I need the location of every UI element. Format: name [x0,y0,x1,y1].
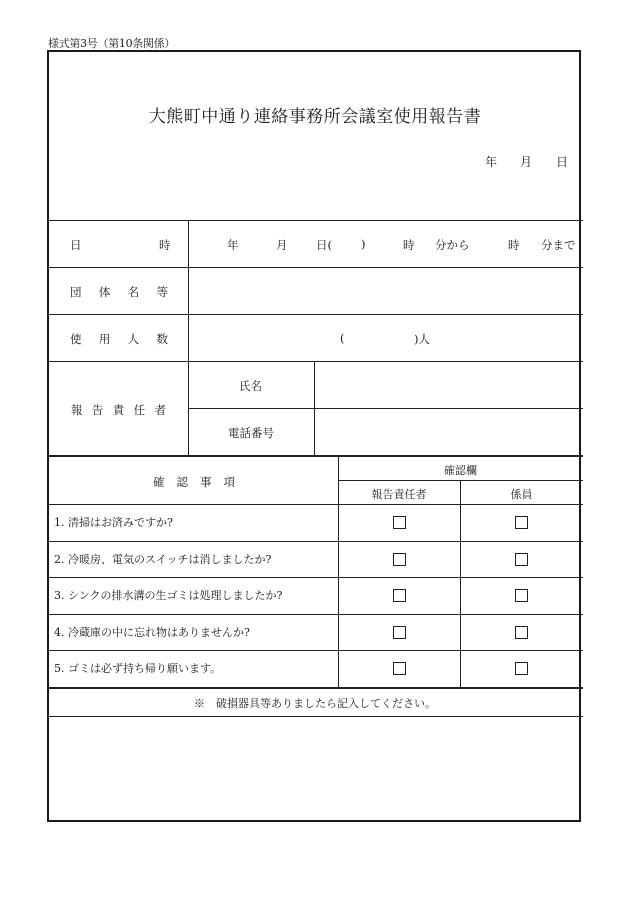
check-items-header [153,474,235,490]
reporter-label-char: 告 [91,403,104,417]
staff-column-header: 係員 [510,488,533,501]
people-close-unit: )人 [414,332,430,346]
rule-reporter-mid [188,408,583,409]
datetime-from: 分から [435,238,470,252]
check-item-text: 清掃はお済みですか? [68,516,173,529]
check-item-number: 2. [54,553,65,566]
reporter-checkbox[interactable] [393,553,406,566]
reporter-phone-field[interactable] [322,425,576,441]
check-item-text: 冷蔵庫の中に忘れ物はありませんか? [68,626,250,639]
people-count-field[interactable] [352,331,410,347]
datetime-year: 年 [227,238,239,252]
damage-note: ※ 破損器具等ありましたら記入してください。 [194,697,436,710]
form-number-label: 様式第3号（第10条関係） [48,37,176,50]
group-name-field[interactable] [196,284,576,300]
rule-label-column [188,220,189,455]
staff-checkbox[interactable] [515,516,528,529]
reporter-checkbox[interactable] [393,516,406,529]
people-label-char: 使 [70,332,82,346]
rule-reporter-subcolumn [314,361,315,455]
people-label [70,331,168,347]
datetime-label-left: 日 [70,238,82,252]
rule-item5-bottom [47,687,583,689]
rule-staff-column [460,480,461,687]
reporter-column-header: 報告責任者 [371,488,427,501]
reporter-label [71,402,166,418]
datetime-label-right: 時 [159,238,171,252]
rule-people-bottom [47,361,583,362]
reporter-label-char: 報 [71,403,83,417]
staff-checkbox[interactable] [515,626,528,639]
people-label-char: 人 [127,332,140,346]
rule-reporter-bottom [47,455,583,457]
reporter-checkbox[interactable] [393,589,406,602]
check-item-number: 5. [54,662,65,675]
check-item-text: ゴミは必ず持ち帰り願います。 [68,662,222,675]
reporter-label-char: 任 [133,403,146,417]
staff-checkbox[interactable] [515,553,528,566]
rule-group-bottom [47,314,583,315]
reporter-checkbox[interactable] [393,626,406,639]
staff-checkbox[interactable] [515,662,528,675]
check-item-row [54,514,173,530]
damage-notes-field[interactable] [54,724,576,814]
group-label-char: 団 [70,285,82,299]
check-item-number: 1. [54,516,65,529]
group-label-char: 名 [127,285,140,299]
date-day-label: 日 [556,155,569,169]
datetime-day-close: ) [361,237,366,251]
check-item-text: シンクの排水溝の生ゴミは処理しましたか? [68,589,283,602]
group-label-char: 等 [156,285,168,299]
people-label-char: 数 [156,332,168,346]
group-label [70,284,168,300]
date-year-label: 年 [485,155,498,169]
check-item-text: 冷暖房、電気のスイッチは消しましたか? [68,553,272,566]
check-header-char: 事 [200,475,212,489]
check-item-number: 3. [54,589,65,602]
date-month-label: 月 [520,155,533,169]
rule-datetime-bottom [47,267,583,268]
check-header-char: 確 [153,475,165,489]
reporter-name-field[interactable] [322,378,576,394]
check-item-number: 4. [54,626,65,639]
rule-item2-bottom [47,577,583,578]
rule-header-bottom [47,220,583,221]
people-label-char: 用 [98,332,111,346]
check-header-char: 項 [223,475,235,489]
group-label-char: 体 [98,285,111,299]
rule-item1-bottom [47,541,583,542]
check-item-row [54,551,271,567]
reporter-label-char: 責 [112,403,125,417]
check-item-row [54,587,282,603]
datetime-hour-until: 時 [508,238,520,252]
staff-checkbox[interactable] [515,589,528,602]
reporter-label-char: 者 [154,403,166,417]
people-open-paren: ( [340,331,345,345]
datetime-month: 月 [276,238,288,252]
rule-note-bottom [47,716,583,717]
reporter-checkbox[interactable] [393,662,406,675]
datetime-hour-from: 時 [403,238,415,252]
rule-item4-bottom [47,650,583,651]
rule-item3-bottom [47,614,583,615]
datetime-until: 分まで [541,238,576,252]
confirm-column-header: 確認欄 [444,464,477,477]
document-title: 大熊町中通り連絡事務所会議室使用報告書 [148,107,482,127]
datetime-day-open: 日( [316,238,332,252]
check-item-row [54,624,250,640]
rule-check-header-bottom [47,504,583,505]
reporter-phone-label: 電話番号 [228,426,274,440]
check-header-char: 認 [176,475,188,489]
check-item-row [54,660,221,676]
reporter-name-label: 氏名 [239,379,262,393]
